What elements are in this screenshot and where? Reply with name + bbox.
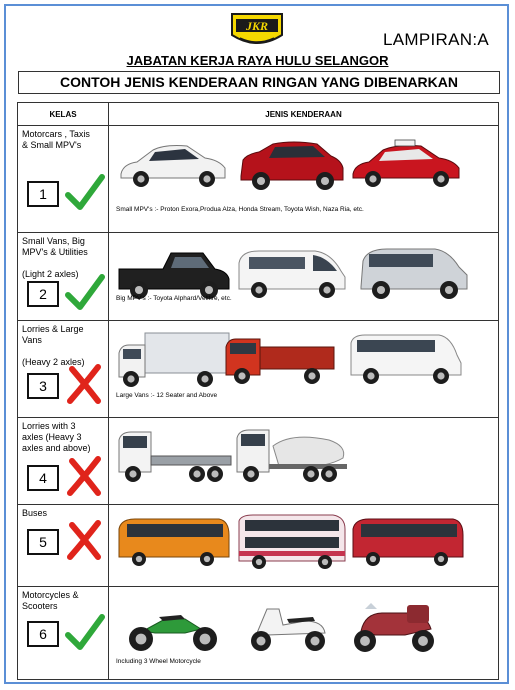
jkr-logo xyxy=(226,11,288,51)
class-number-box: 6 xyxy=(27,621,59,647)
table-row xyxy=(18,321,499,418)
vehicle-images xyxy=(115,329,492,393)
kelas-label: Motorcycles & Scooters xyxy=(22,590,79,611)
vehicle-images xyxy=(115,426,492,490)
kelas-cell xyxy=(18,587,109,680)
kelas-cell xyxy=(18,233,109,321)
kelas-cell xyxy=(18,418,109,505)
document-subtitle: CONTOH JENIS KENDERAAN RINGAN YANG DIBENARKAN xyxy=(18,71,500,94)
check-mark-icon xyxy=(64,171,106,213)
vehicle-images xyxy=(115,513,492,577)
vehicle-images-cell xyxy=(109,126,499,233)
kelas-cell xyxy=(18,505,109,587)
table-row xyxy=(18,587,499,680)
kelas-label: Lorries & Large Vans (Heavy 2 axles) xyxy=(22,324,85,367)
kelas-label: Small Vans, Big MPV's & Utilities (Light 2 axles) xyxy=(22,236,88,279)
kelas-cell xyxy=(18,321,109,418)
vehicle-note: Big MPV's :- Toyota Alphard/Vellfire, etc. xyxy=(116,295,232,302)
vehicle-images-cell xyxy=(109,418,499,505)
table-row xyxy=(18,418,499,505)
check-mark-icon xyxy=(64,611,106,653)
class-number-box: 4 xyxy=(27,465,59,491)
vehicle-class-table xyxy=(17,102,499,680)
table-row xyxy=(18,505,499,587)
vehicle-images-cell xyxy=(109,321,499,418)
kelas-cell xyxy=(18,126,109,233)
class-number-box: 5 xyxy=(27,529,59,555)
table-header-row xyxy=(18,103,499,126)
vehicle-images-cell xyxy=(109,587,499,680)
kelas-label: Buses xyxy=(22,508,48,518)
kelas-label: Motorcars , Taxis & Small MPV's xyxy=(22,129,90,150)
table-row xyxy=(18,233,499,321)
header-kelas: KELAS xyxy=(18,103,109,126)
class-number-box: 1 xyxy=(27,181,59,207)
department-title: JABATAN KERJA RAYA HULU SELANGOR xyxy=(126,53,389,68)
class-number-box: 3 xyxy=(27,373,59,399)
table-row xyxy=(18,126,499,233)
lampiran-label: LAMPIRAN:A xyxy=(383,30,489,49)
class-number-box: 2 xyxy=(27,281,59,307)
vehicle-images-cell xyxy=(109,233,499,321)
logo-text: JKR xyxy=(245,19,269,33)
cross-mark-icon xyxy=(64,455,106,497)
check-mark-icon xyxy=(64,271,106,313)
vehicle-note: Including 3 Wheel Motorcycle xyxy=(116,658,201,665)
vehicle-images xyxy=(115,134,492,198)
cross-mark-icon xyxy=(64,363,106,405)
cross-mark-icon xyxy=(64,519,106,561)
header-jenis-kenderaan: JENIS KENDERAAN xyxy=(109,103,499,126)
vehicle-images-cell xyxy=(109,505,499,587)
vehicle-note: Large Vans :- 12 Seater and Above xyxy=(116,392,218,399)
vehicle-note: Small MPV's :- Proton Exora,Produa Alza, Honda Stream, Toyota Wish, Naza Ria, etc. xyxy=(116,206,364,213)
vehicle-images xyxy=(115,595,492,659)
kelas-label: Lorries with 3 axles (Heavy 3 axles and above) xyxy=(22,421,91,453)
